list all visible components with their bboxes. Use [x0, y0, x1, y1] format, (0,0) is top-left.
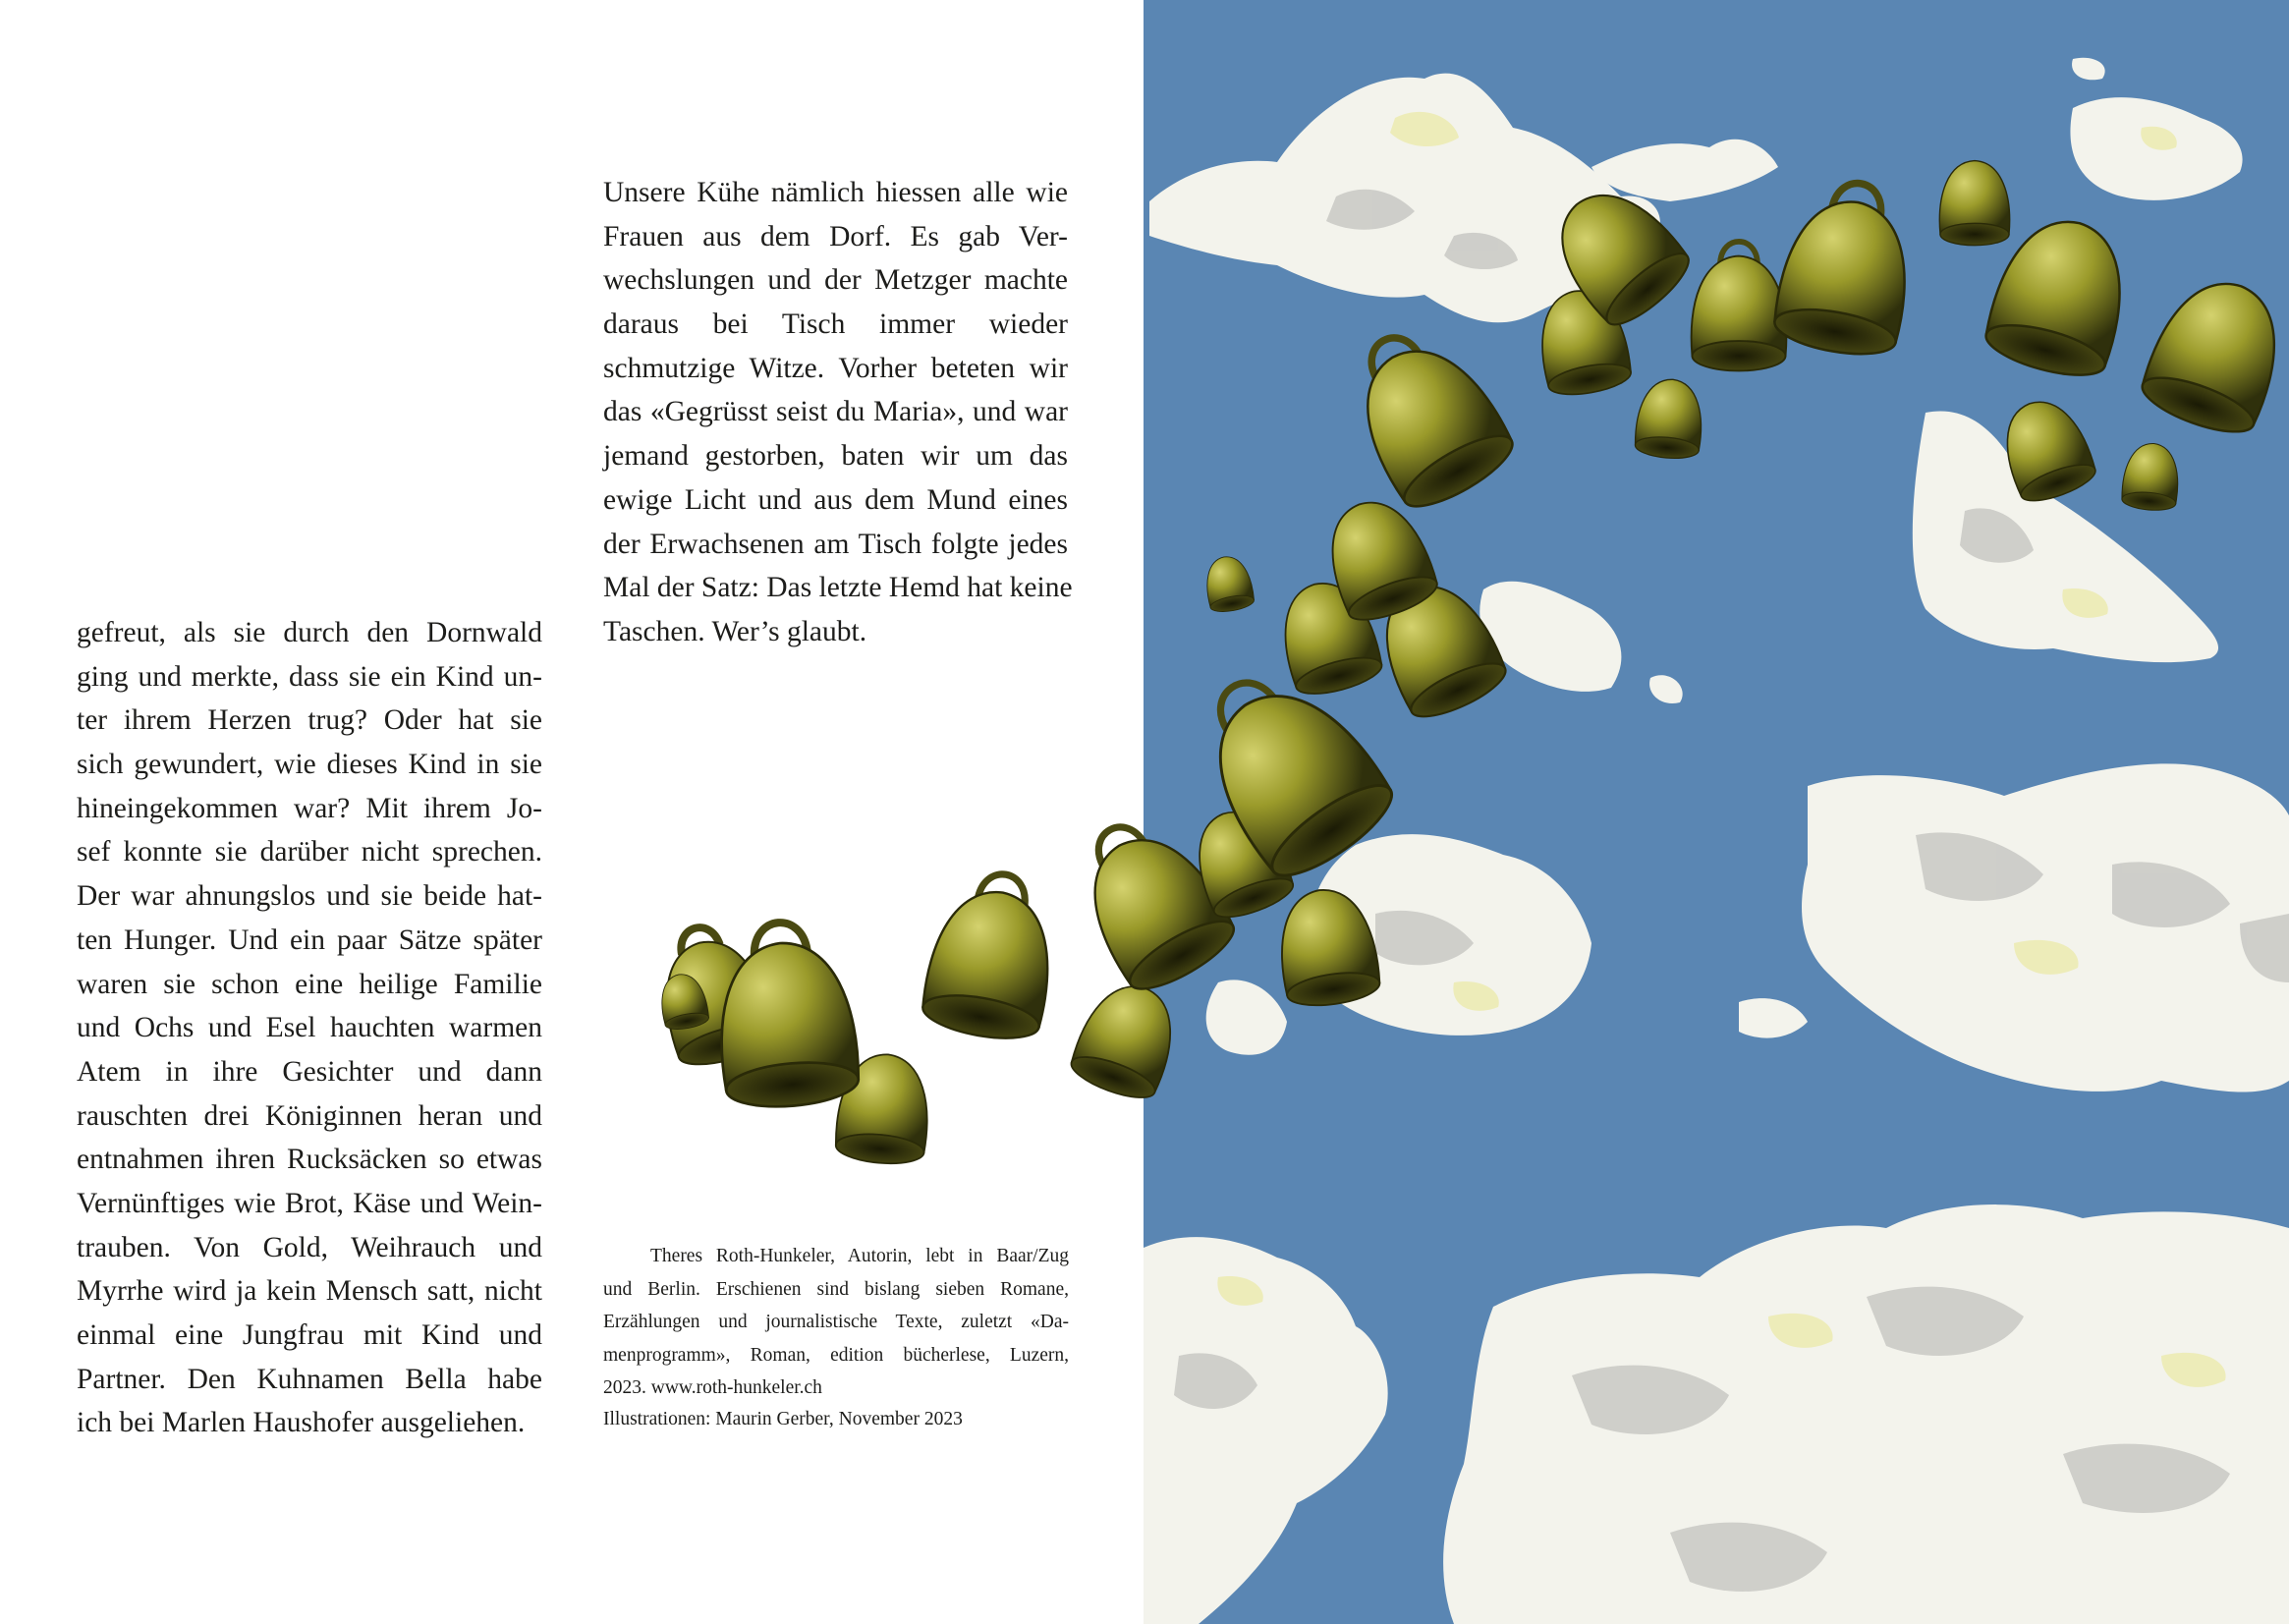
text-line: daraus bei Tisch immer wieder — [603, 308, 1068, 341]
text-line: trauben. Von Gold, Weihrauch und — [77, 1231, 542, 1263]
text-line: gefreut, als sie durch den Dornwald — [77, 617, 542, 648]
text-line: Unsere Kühe nämlich hiessen alle wie — [603, 177, 1068, 208]
text-line: waren sie schon eine heilige Familie — [77, 968, 542, 1000]
text-line: rauschten drei Königinnen heran und — [77, 1099, 542, 1132]
text-line: der Erwachsenen am Tisch folgte jedes — [603, 528, 1068, 560]
text-line: hineingekommen war? Mit ihrem Jo- — [77, 792, 542, 824]
text-line: ten Hunger. Und ein paar Sätze später — [77, 924, 542, 956]
text-line: jemand gestorben, baten wir um das — [603, 440, 1068, 473]
text-line: Taschen. Wer’s glaubt. — [603, 615, 867, 647]
text-line: Frauen aus dem Dorf. Es gab Ver- — [603, 220, 1068, 252]
text-line: entnahmen ihren Rucksäcken so etwas — [77, 1144, 542, 1176]
text-line: ich bei Marlen Haushofer ausgeliehen. — [77, 1407, 526, 1439]
text-line: ging und merkte, dass sie ein Kind un- — [77, 660, 542, 693]
text-line: Atem in ihre Gesichter und dann — [77, 1055, 542, 1088]
text-line: Myrrhe wird ja kein Mensch satt, nicht — [77, 1275, 542, 1308]
text-line: ter ihrem Herzen trug? Oder hat sie — [77, 704, 542, 737]
text-line: wechslungen und der Metzger machte — [603, 264, 1068, 297]
text-line: und Berlin. Erschienen sind bislang sieben Romane, — [603, 1278, 1069, 1300]
text-line: Erzählungen und journalistische Texte, zuletzt «Da- — [603, 1312, 1069, 1333]
text-line: und Ochs und Esel hauchten warmen — [77, 1012, 542, 1044]
text-line: ewige Licht und aus dem Mund eines — [603, 483, 1068, 516]
text-line: schmutzige Witze. Vorher beteten wir — [603, 352, 1068, 384]
text-line: Mal der Satz: Das letzte Hemd hat keine — [603, 572, 1073, 604]
text-line: sich gewundert, wie dieses Kind in sie — [77, 749, 542, 781]
text-line: Vernünftiges wie Brot, Käse und Wein- — [77, 1187, 542, 1219]
text-line: menprogramm», Roman, edition bücherlese, Luzern, — [603, 1344, 1069, 1366]
text-column-left — [77, 611, 542, 1445]
author-bio — [603, 1240, 1069, 1405]
illustration-credit: Illustrationen: Maurin Gerber, November 2023 — [603, 1409, 963, 1429]
text-column-right — [603, 171, 1073, 654]
text-line: Der war ahnungslos und sie beide hat- — [77, 880, 542, 913]
text-line: Partner. Den Kuhnamen Bella habe — [77, 1363, 542, 1395]
text-line: einmal eine Jungfrau mit Kind und — [77, 1319, 542, 1351]
text-line: sef konnte sie darüber nicht sprechen. — [77, 836, 542, 868]
text-line: das «Gegrüsst seist du Maria», und war — [603, 396, 1068, 428]
text-line: 2023. www.roth-hunkeler.ch — [603, 1377, 822, 1399]
text-line: Theres Roth-Hunkeler, Autorin, lebt in Baar/Zug — [650, 1246, 1069, 1266]
